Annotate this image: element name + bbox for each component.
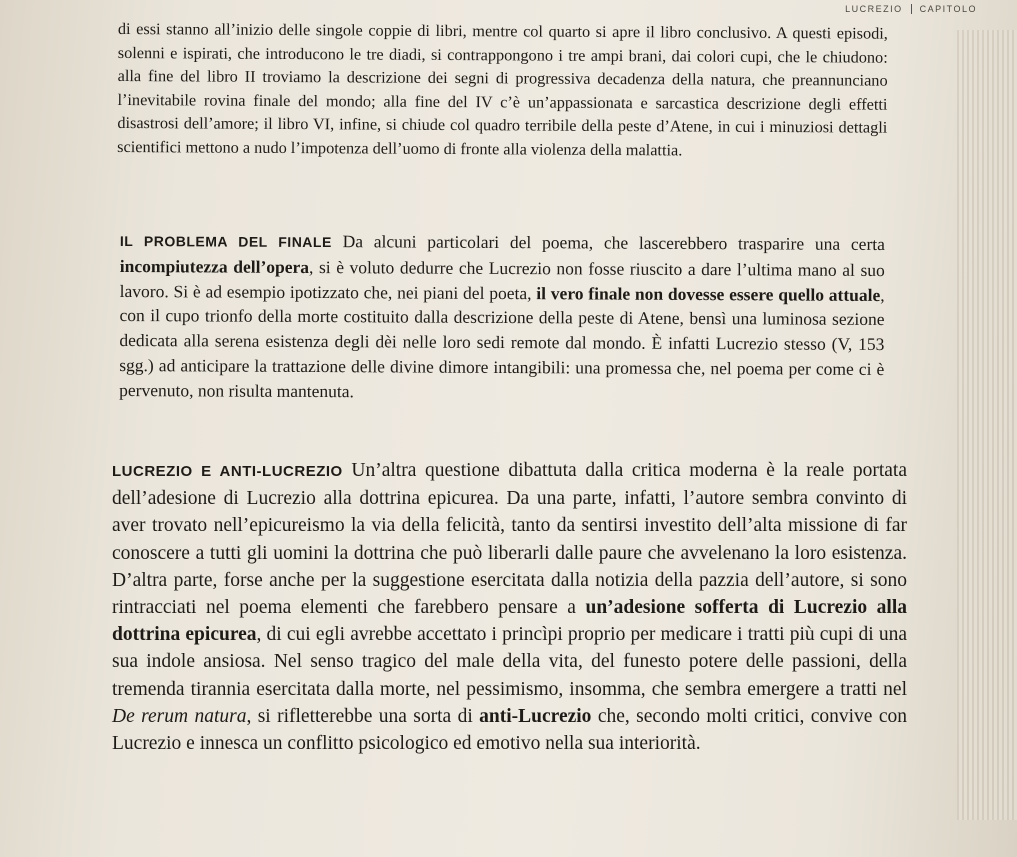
paragraph-intro — [117, 17, 888, 163]
text-run: , si rifletterebbe una sorta di — [246, 705, 480, 727]
paragraph-anti-lucrezio — [112, 457, 907, 757]
bold-run: un’adesione sofferta di Lucrezio alla dottrina epicurea — [112, 597, 907, 646]
header-separator — [911, 4, 912, 14]
bold-run: incompiutezza dell’opera — [119, 255, 310, 277]
bold-run: il vero finale non dovesse essere quello attuale — [536, 282, 881, 305]
section-heading-finale: IL PROBLEMA DEL FINALE — [119, 232, 332, 251]
text-run: , con il cupo trionfo della morte costituito dalla descrizione della peste di Atene, bensì una luminosa sezione dedicata alla serena esistenza degli dèi nelle loro sedi remote dal mondo. È infatti Lucrezio stesso (V, 153 sgg.) ad anticipare la trattazione delle divine dimore intangibili: una promessa che, nel poema per come ci è pervenuto, non risulta mantenuta. — [119, 284, 885, 402]
running-header — [845, 4, 977, 14]
text-run: Da alcuni particolari del poema, che lascerebbero trasparire una certa — [331, 231, 885, 255]
header-section: CAPITOLO — [919, 4, 977, 14]
italic-title-run: De rerum natura — [112, 705, 247, 727]
text-run: , di cui egli avrebbe accettato i princìpi proprio per medicare i tratti più cupi di una sua indole ansiosa. Nel senso tragico del male della vita, del funesto potere delle passioni, della tremenda tirannia esercitata dalla morte, nel pessimismo, insomma, che sembra emergere a tratti nel — [112, 624, 907, 700]
page-edge-shadow — [957, 30, 1017, 820]
header-book-title: LUCREZIO — [845, 4, 903, 14]
paragraph-problema-del-finale — [119, 228, 885, 407]
bold-run: anti-Lucrezio — [479, 705, 592, 727]
section-heading-anti-lucrezio: LUCREZIO E ANTI-LUCREZIO — [112, 463, 343, 480]
text-run: che, secondo molti critici, convive con Lucrezio e innesca un conflitto psicologico ed emotivo nella sua interiorità. — [112, 705, 907, 755]
text-run: Un’altra questione dibattuta dalla critica moderna è la reale portata dell’adesione di Lucrezio alla dottrina epicurea. Da una parte, infatti, l’autore sembra convinto di aver trovato nell’epicureismo la via della felicità, tanto da sentirsi investito dell’alta missione di far conoscere a tutti gli uomini la dottrina che può liberarli dalle paure che avvelenano la loro esistenza. D’altra parte, forse anche per la suggestione esercitata dalla notizia della pazzia dell’autore, si sono rintracciati nel poema elementi che farebbero pensare a — [112, 460, 907, 619]
paragraph-intro-text: di essi stanno all’inizio delle singole coppie di libri, mentre col quarto si apre il libro conclusivo. A questi episodi, solenni e ispirati, che introducono le tre diadi, si contrappongono i tre ampi brani, dai colori cupi, che le chiudono: alla fine del libro II troviamo la descrizione dei segni di progressiva decadenza della natura, che preannunciano l’inevitabile rovina finale del mondo; alla fine del IV c’è un’appassionata e sarcastica descrizione degli effetti disastrosi dell’amore; il libro VI, infine, si chiude col quadro terribile della peste d’Atene, in cui i minuziosi dettagli scientifici mettono a nudo l’impotenza dell’uomo di fronte alla violenza della malattia. — [117, 18, 888, 159]
text-run: , si è voluto dedurre che Lucrezio non fosse riuscito a dare l’ultima mano al suo lavoro. Si è ad esempio ipotizzato che, nei piani del poeta, — [119, 256, 885, 303]
